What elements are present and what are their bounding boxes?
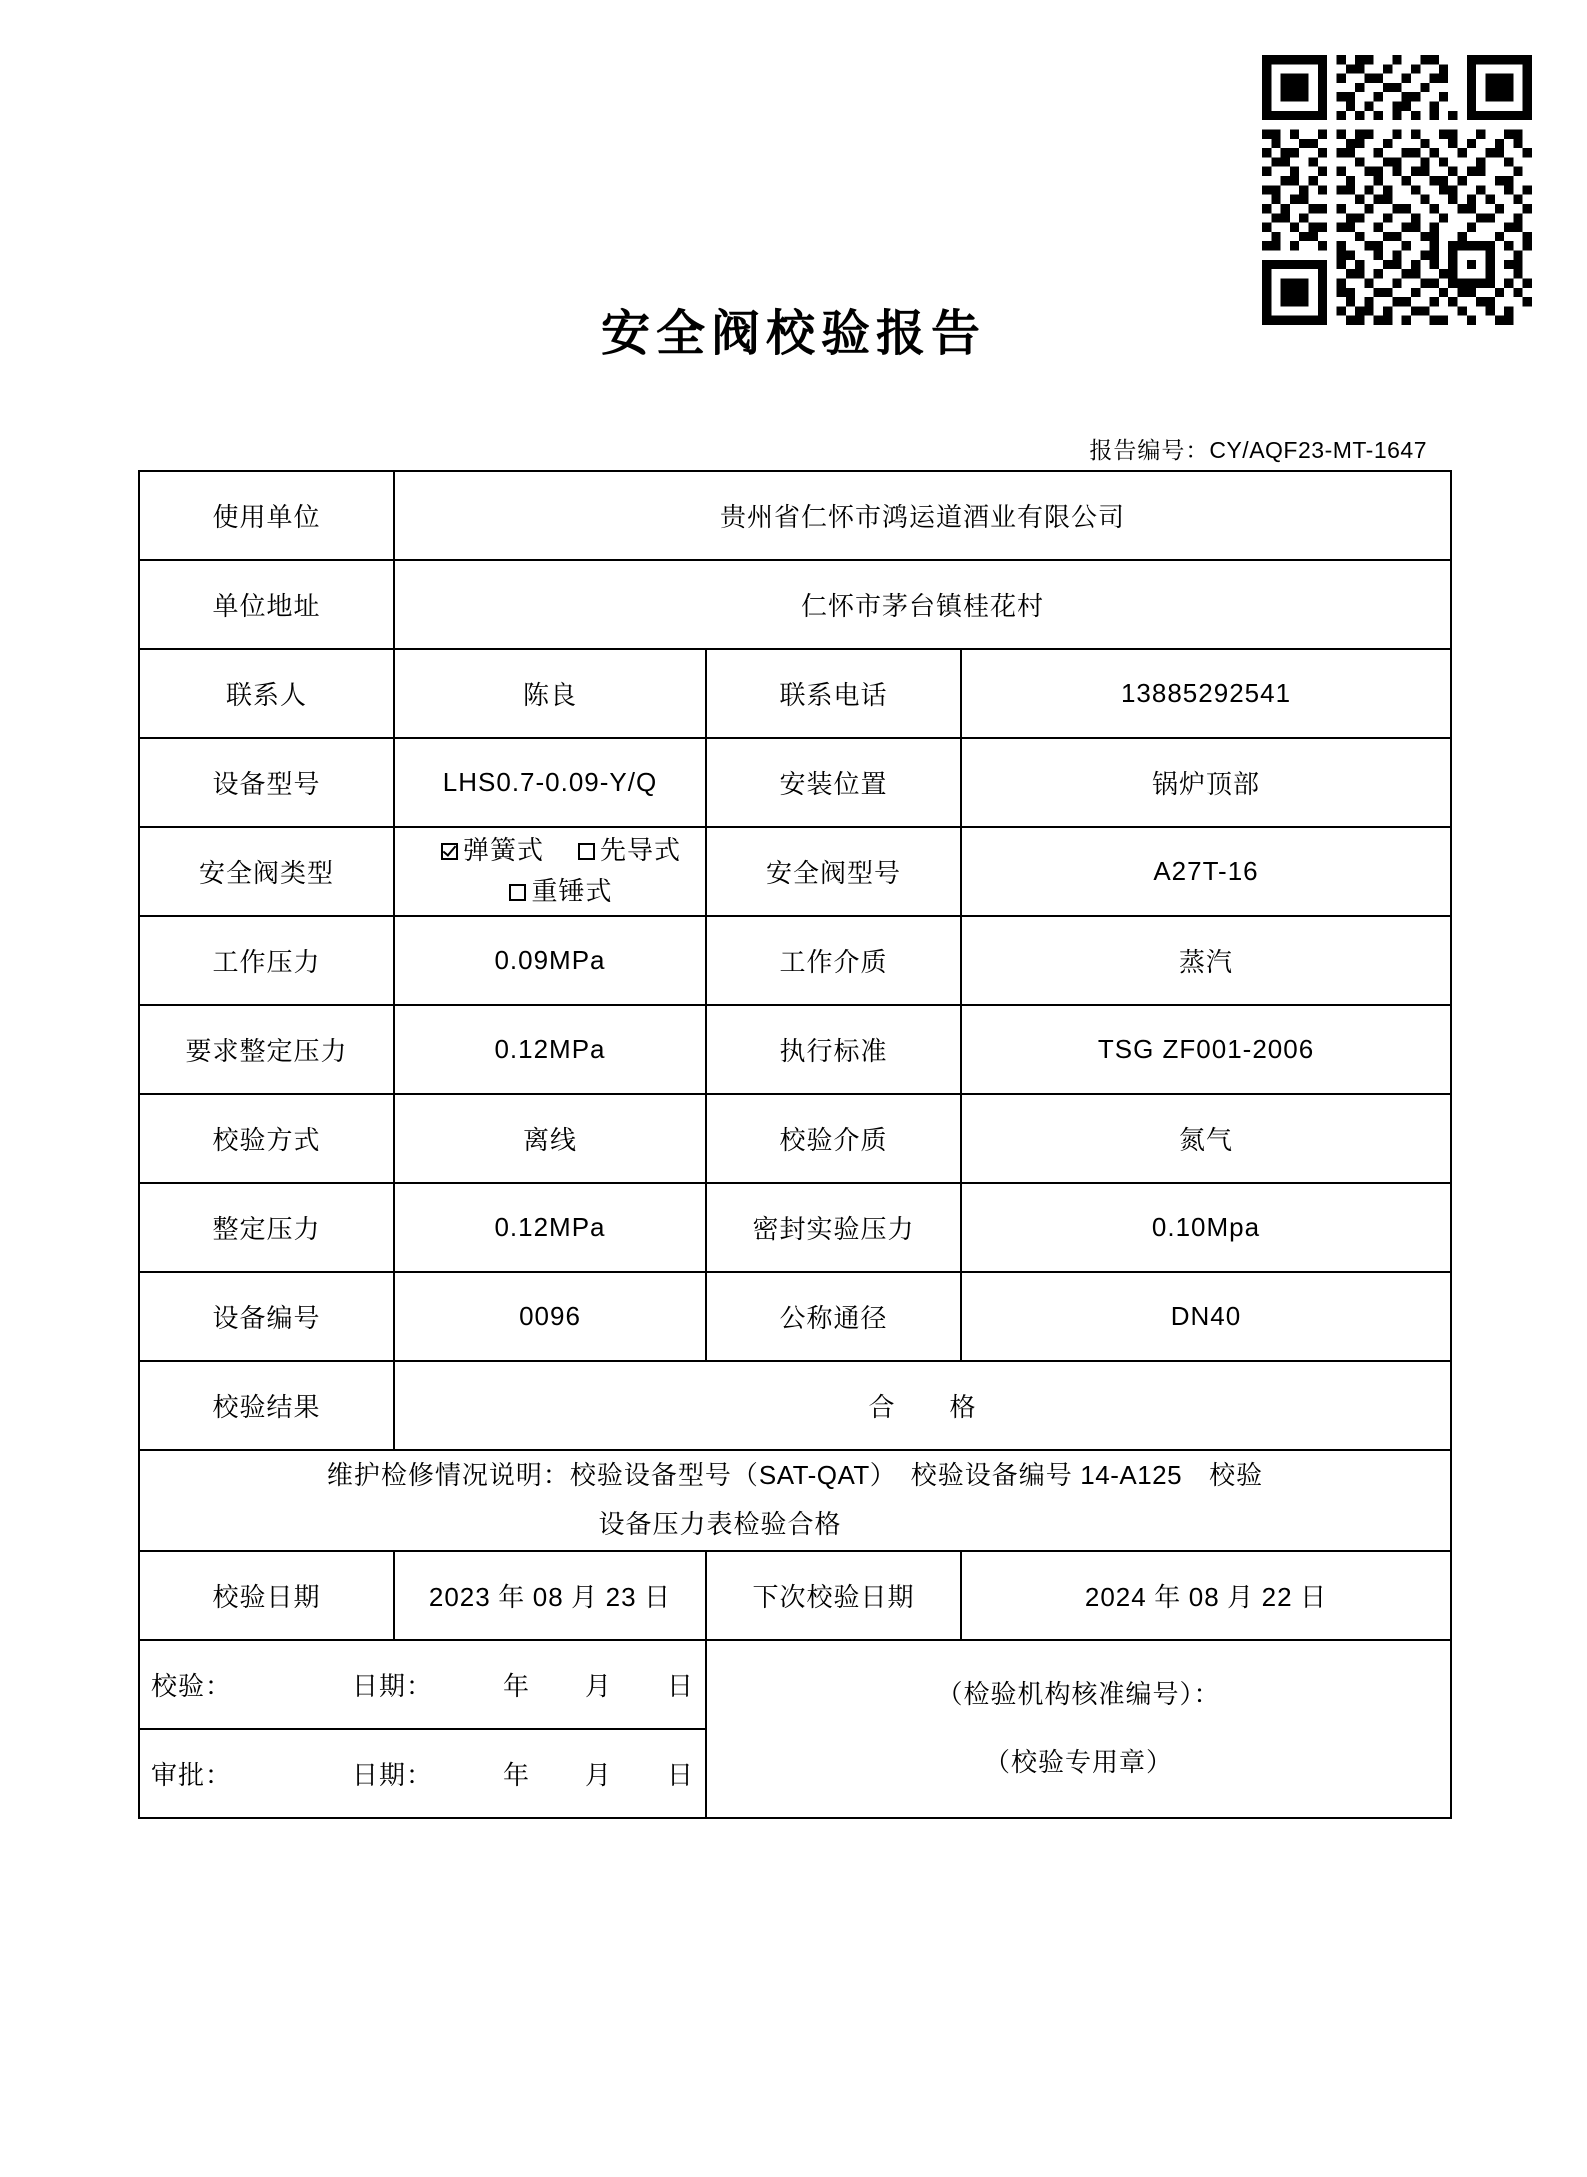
valve-model-value: A27T-16: [961, 827, 1451, 916]
check-method-value: 离线: [394, 1094, 706, 1183]
checker-year-unit: 年: [502, 1671, 530, 1701]
table-row-req-set-pressure: [139, 1005, 1451, 1094]
standard-label: 执行标准: [706, 1005, 961, 1094]
req-set-pressure-value: 0.12MPa: [394, 1005, 706, 1094]
table-row-valve-type: [139, 827, 1451, 916]
org-approval-no-label: （检验机构核准编号）：: [936, 1680, 1221, 1710]
checkbox-spring-checked[interactable]: [441, 843, 458, 860]
checkbox-weight[interactable]: [509, 884, 526, 901]
qr-code: [1262, 55, 1532, 325]
next-month-unit: 月: [1227, 1582, 1255, 1612]
nominal-dia-label: 公称通径: [706, 1272, 961, 1361]
result-value: 合 格: [394, 1361, 1451, 1450]
notes-equipment-model: SAT-QAT: [758, 1460, 870, 1490]
contact-label: 联系人: [139, 649, 394, 738]
table-row-model: [139, 738, 1451, 827]
report-number-label: 报告编号：: [1089, 438, 1210, 463]
table-row-unit: [139, 471, 1451, 560]
approver-date-label: 日期：: [351, 1760, 433, 1790]
device-no-label: 设备编号: [139, 1272, 394, 1361]
official-stamp-label: （校验专用章）: [983, 1747, 1173, 1777]
approver-signature-field[interactable]: [139, 1729, 706, 1818]
valve-model-label: 安全阀型号: [706, 827, 961, 916]
valve-type-option-pilot: 先导式: [600, 836, 682, 866]
check-medium-label: 校验介质: [706, 1094, 961, 1183]
table-row-work-pressure: [139, 916, 1451, 1005]
check-method-label: 校验方式: [139, 1094, 394, 1183]
seal-pressure-label: 密封实验压力: [706, 1183, 961, 1272]
next-date-day: 22: [1261, 1581, 1293, 1612]
approver-label: 审批：: [150, 1760, 232, 1790]
year-unit: 年: [498, 1582, 526, 1612]
maintenance-notes: [139, 1450, 1451, 1551]
next-date-label: 下次校验日期: [706, 1551, 961, 1640]
approver-year-unit: 年: [502, 1760, 530, 1790]
contact-value: 陈良: [394, 649, 706, 738]
checker-day-unit: 日: [667, 1671, 695, 1701]
table-row-result: [139, 1361, 1451, 1450]
check-date-month: 08: [532, 1581, 564, 1612]
check-date-day: 23: [605, 1581, 637, 1612]
model-label: 设备型号: [139, 738, 394, 827]
set-pressure-value: 0.12MPa: [394, 1183, 706, 1272]
checker-label: 校验：: [150, 1671, 232, 1701]
approver-day-unit: 日: [667, 1760, 695, 1790]
address-value: 仁怀市茅台镇桂花村: [394, 560, 1451, 649]
next-day-unit: 日: [1300, 1582, 1328, 1612]
check-date-value: [394, 1551, 706, 1640]
valve-type-label: 安全阀类型: [139, 827, 394, 916]
check-medium-value: 氮气: [961, 1094, 1451, 1183]
stamp-area: [706, 1640, 1451, 1818]
table-row-device-no: [139, 1272, 1451, 1361]
location-value: 锅炉顶部: [961, 738, 1451, 827]
location-label: 安装位置: [706, 738, 961, 827]
next-year-unit: 年: [1154, 1582, 1182, 1612]
phone-label: 联系电话: [706, 649, 961, 738]
medium-label: 工作介质: [706, 916, 961, 1005]
next-date-value: [961, 1551, 1451, 1640]
table-row-set-pressure: [139, 1183, 1451, 1272]
notes-line1-mid: ） 校验设备编号: [869, 1461, 1081, 1490]
notes-line1-pre: 维护检修情况说明：校验设备型号（: [326, 1461, 759, 1490]
report-number: [0, 432, 1587, 465]
checkbox-pilot[interactable]: [578, 843, 595, 860]
page-title: 安全阀校验报告: [600, 306, 986, 361]
device-no-value: 0096: [394, 1272, 706, 1361]
table-row-check-method: [139, 1094, 1451, 1183]
valve-type-option-weight: 重锤式: [531, 876, 613, 906]
next-date-month: 08: [1188, 1581, 1220, 1612]
table-row-notes: [139, 1450, 1451, 1551]
set-pressure-label: 整定压力: [139, 1183, 394, 1272]
notes-line2: 设备压力表检验合格: [598, 1510, 842, 1540]
phone-value: 13885292541: [961, 649, 1451, 738]
checker-month-unit: 月: [585, 1671, 613, 1701]
table-row-contact: [139, 649, 1451, 738]
table-row-signature-check: [139, 1640, 1451, 1729]
notes-line1-post: 校验: [1182, 1461, 1264, 1490]
standard-value: TSG ZF001-2006: [961, 1005, 1451, 1094]
checker-date-label: 日期：: [351, 1671, 433, 1701]
day-unit: 日: [644, 1582, 672, 1612]
approver-month-unit: 月: [585, 1760, 613, 1790]
address-label: 单位地址: [139, 560, 394, 649]
valve-type-options: [394, 827, 706, 916]
notes-equipment-no: 14-A125: [1080, 1460, 1183, 1490]
nominal-dia-value: DN40: [961, 1272, 1451, 1361]
seal-pressure-value: 0.10Mpa: [961, 1183, 1451, 1272]
next-date-year: 2024: [1084, 1581, 1147, 1612]
table-row-dates: [139, 1551, 1451, 1640]
month-unit: 月: [571, 1582, 599, 1612]
valve-type-option-spring: 弹簧式: [462, 836, 544, 866]
unit-value: 贵州省仁怀市鸿运道酒业有限公司: [394, 471, 1451, 560]
work-pressure-label: 工作压力: [139, 916, 394, 1005]
check-date-year: 2023: [428, 1581, 491, 1612]
req-set-pressure-label: 要求整定压力: [139, 1005, 394, 1094]
check-date-label: 校验日期: [139, 1551, 394, 1640]
work-pressure-value: 0.09MPa: [394, 916, 706, 1005]
result-label: 校验结果: [139, 1361, 394, 1450]
checker-signature-field[interactable]: [139, 1640, 706, 1729]
unit-label: 使用单位: [139, 471, 394, 560]
report-table: [138, 470, 1452, 1819]
report-number-value: CY/AQF23-MT-1647: [1209, 437, 1427, 463]
medium-value: 蒸汽: [961, 916, 1451, 1005]
table-row-address: [139, 560, 1451, 649]
model-value: LHS0.7-0.09-Y/Q: [394, 738, 706, 827]
